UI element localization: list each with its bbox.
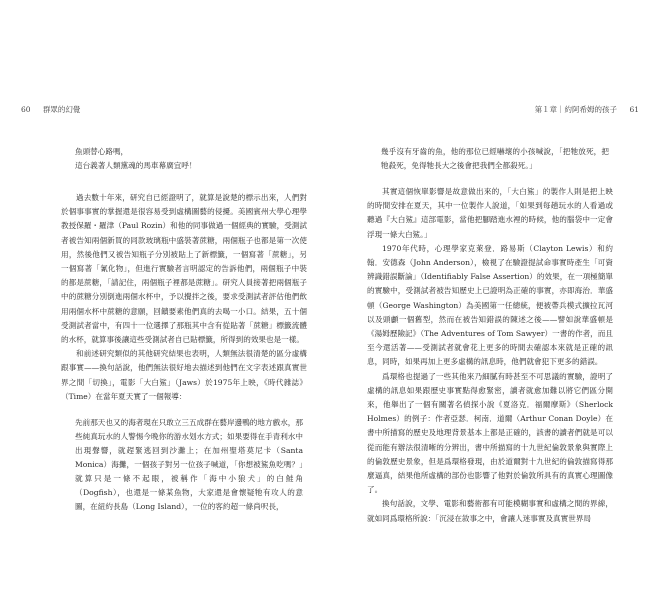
- left-paragraph-1: 過去數十年來，研究自已經證明了，就算是說楚的標示出來，人們對於個事事實的掌握還是很容易受到虛構圖藝的侵擾。美國賓州大學心理學教授保羅・羅津（Paul Rozin）和他的同事做過一個經典的實驗，受測試者被告知兩個新買的同款玻璃瓶中盛裝著蔗糖，兩個瓶子也都是第一次使用，然後他們又被告知瓶子分別被貼上了新標籤，一個寫著「蔗糖」，另一個寫著「氰化物」，但進行實驗者言明認定的告訴他們，兩個瓶子中裝的都是蔗糖，「請記住，兩個瓶子裡都是蔗糖」。研究人員接著把兩個瓶子中的蔗糖分別倒進兩個水杯中，予以攪拌之後，要求受測試者評估他們飲用兩個水杯中蔗糖的意願，回饋要素他們真的去喝一小口。結果，五十個受測試者當中，有四十一位選擇了那瓶其中含有從貼著「蔗糖」標籤流體的水杯，就算事後讓這些受測試者自已貼標籤，所得到的效果也是一樣。: [61, 193, 307, 345]
- left-block-quote: 先前那天也又的海者現在只敢立三五成群在藝岸邊鴨的地方戲水，那些純真玩水的人警惕今晚你的游水划水方式；如果要得在手青利水中出現聲響，就趕緊逃回到沙灘上；在加州聖塔莫尼卡（Santa Monica）海攤，一個孩子對另一位孩子喊道，「你想被鯊魚吃嗎？」就算只是一條不起眼，被稱作「海中小狼犬」的白鮭角（Dogfish），也還是一條某魚物，大家還是會懷疑牠有攻人的意圖，在紐約長島（Long Island），一位的客約超一條尚呎長，: [75, 418, 303, 512]
- left-paragraph-2: 和前述研究類似的其他研究結果也表明，人類無法很清楚的區分虛構跟事實——換句話說，他們無法很好地去描述到他們在文字表述跟真實世界之間「切換」，電影「大白鯊」（Jaws）於1975年上映，《時代雜誌》（Time）在當年夏天實了一個報導：: [61, 349, 307, 401]
- left-page-number: 60: [21, 105, 31, 114]
- right-opening-quote: 幾乎沒有牙齒的魚，他的那位已經嚇壞的小孩喊說，「把牠放死，把牠殺死，免得牠長大之後會把我們全都殺死。」: [381, 147, 609, 170]
- right-paragraph-1: 其實這個恢單影響是故意做出來的，「大白鯊」的製作人則是把上映的時間安排在夏天，其中一位製作人說道，「如果到每趟玩水的人看過或聽過『大白鯊』這部電影，當他把腳踏進水裡的時候，他的腦袋中一定會浮現一條大白鯊。」: [367, 187, 613, 239]
- right-paragraph-2: 1970年代時，心理學家克萊登．路易斯（Clayton Lewis）和約翰．安德森（John Anderson），檢視了在驗證提試命事實時產生「可資辨識錯誤斷論」（Identifiably False Assertion）的效果，在一項極簡單的實驗中，受測試者被告知歷史上已證明為正確的事實，亦即海治．華盛頓（George Washington）為美國第一任總統，便被帶兵模式擴拉瓦河以及頭顱一個舊型，然而在被告知錯誤的陳述之後——譬如說華盛頓是《湯姆歷險記》（The Adventures of Tom Sawyer）一書的作者，而且至今還活著——受測試者就會花上更多的時間去確認本來就是正確的訊息，同時，如果再加上更多虛構的訊息時，他們就會犯下更多的錯誤。: [367, 243, 613, 367]
- right-page-body: [367, 145, 613, 526]
- left-opening-quote: 魚頭替心路嗎， 這台義著人類黨魂的馬車幕廣宜呼！: [75, 147, 197, 170]
- left-page-header: [21, 104, 80, 115]
- right-page-number: 61: [629, 105, 639, 114]
- right-paragraph-4: 換句話說，文學、電影和藝術都有可能模糊事實和虛構之間的界線，就如同爲環格所說：「沉浸在敘事之中，會讓人迷事實及真實世界局: [367, 499, 613, 523]
- right-paragraph-3: 爲環格也提過了一些其他來乃細膩有時甚至不可思議的實驗，證明了虛構的訊息如果跟歷史事實點得愈緊密，讀者就愈加難以將它們區分開來，他舉出了一個有關著名偵探小說《夏洛克．福爾摩斯》（Sherlock Holmes）的例子：作者亞瑟．柯南．道爾（Arthur Conan Doyle）在書中所描寫的歷史及地理背景基本上都是正確的，該書的讀者們就是可以從而能有辦法很清晰的分辨出，書中所描寫的十九世紀倫敦景象與實際上的倫敦歷史景象，但是爲環格發現，由於道爾對十九世紀的倫敦描寫得那麼逼真，結果他所虛構的部份也影響了他對於倫敦所具有的真實心理圖像了。: [367, 371, 613, 495]
- right-running-title: 第１章｜約阿希姆的孩子: [534, 105, 618, 114]
- right-page-header: [535, 104, 639, 115]
- left-page-body: [61, 145, 307, 514]
- left-running-title: 群眾的幻覺: [42, 105, 81, 114]
